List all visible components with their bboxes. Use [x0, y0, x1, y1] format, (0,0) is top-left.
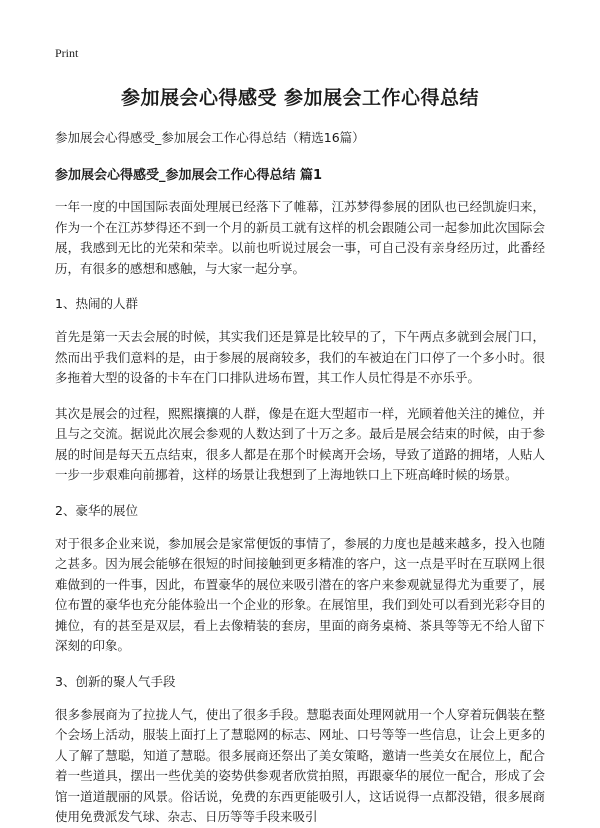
paragraph-booth: 对于很多企业来说，参加展会是家常便饭的事情了，参展的力度也是越来越多，投入也随之甚多。因为展会能够在很短的时间接触到更多精准的客户，这一点是平时在互联网上很难做到的一件事，因此，布置豪华的展位来吸引潜在的客户来参观就显得尤为重要了，展位布置的豪华也充分能体验出一个企业的形象。在展馆里，我们到处可以看到光彩夺目的摊位，有的甚至是双层，看上去像精装的套房，里面的商务桌椅、茶具等等无不给人留下深刻的印象。	[55, 535, 545, 653]
document-title: 参加展会心得感受 参加展会工作心得总结	[120, 87, 480, 109]
print-label: Print	[55, 46, 79, 60]
subheading-booth: 2、豪华的展位	[55, 502, 138, 518]
section-heading: 参加展会心得感受_参加展会工作心得总结 篇1	[55, 168, 323, 183]
paragraph-crowd-1: 首先是第一天去会展的时候，其实我们还是算是比较早的了，下午两点多就到会展门口，然而出乎我们意料的是，由于参展的展商较多，我们的车被迫在门口停了一个多小时。很多拖着大型的设备的卡车在门口排队进场布置，其工作人员忙得是不亦乐乎。	[55, 329, 545, 385]
subheading-popularity: 3、创新的聚人气手段	[55, 673, 176, 689]
paragraph-popularity: 很多参展商为了拉拢人气，使出了很多手段。慧聪表面处理网就用一个人穿着玩偶装在整个会场上活动，服装上面打上了慧聪网的标志、网址、口号等等一些信息，让会上更多的人了解了慧聪，知道了慧聪。很多展商还祭出了美女策略，邀请一些美女在展位上，配合着一些道具，摆出一些优美的姿势供参观者欣赏拍照，再跟豪华的展位一配合，形成了会馆一道道靓丽的风景。俗话说，免费的东西更能吸引人，这话说得一点都没错，很多展商使用免费派发气球、杂志、日历等等手段来吸引	[55, 706, 545, 824]
paragraph-crowd-2: 其次是展会的过程，熙熙攘攘的人群，像是在逛大型超市一样，光顾着他关注的摊位，并且与之交流。据说此次展会参观的人数达到了十万之多。最后是展会结束的时候，由于参展的时间是每天五点结束，很多人都是在那个时候离开会场，导致了道路的拥堵，人贴人一步一步艰难向前挪着，这样的场景让我想到了上海地铁口上下班高峰时候的场景。	[55, 405, 545, 482]
document-subtitle: 参加展会心得感受_参加展会工作心得总结（精选16篇）	[55, 130, 365, 145]
paragraph-intro: 一年一度的中国国际表面处理展已经落下了帷幕，江苏梦得参展的团队也已经凯旋归来，作为一个在江苏梦得还不到一个月的新员工就有这样的机会跟随公司一起参加此次国际会展，我感到无比的光荣和荣幸。以前也听说过展会一事，可自己没有亲身经历过，此番经历，有很多的感想和感触，与大家一起分享。	[55, 199, 545, 276]
subheading-crowd: 1、热闹的人群	[55, 296, 138, 311]
